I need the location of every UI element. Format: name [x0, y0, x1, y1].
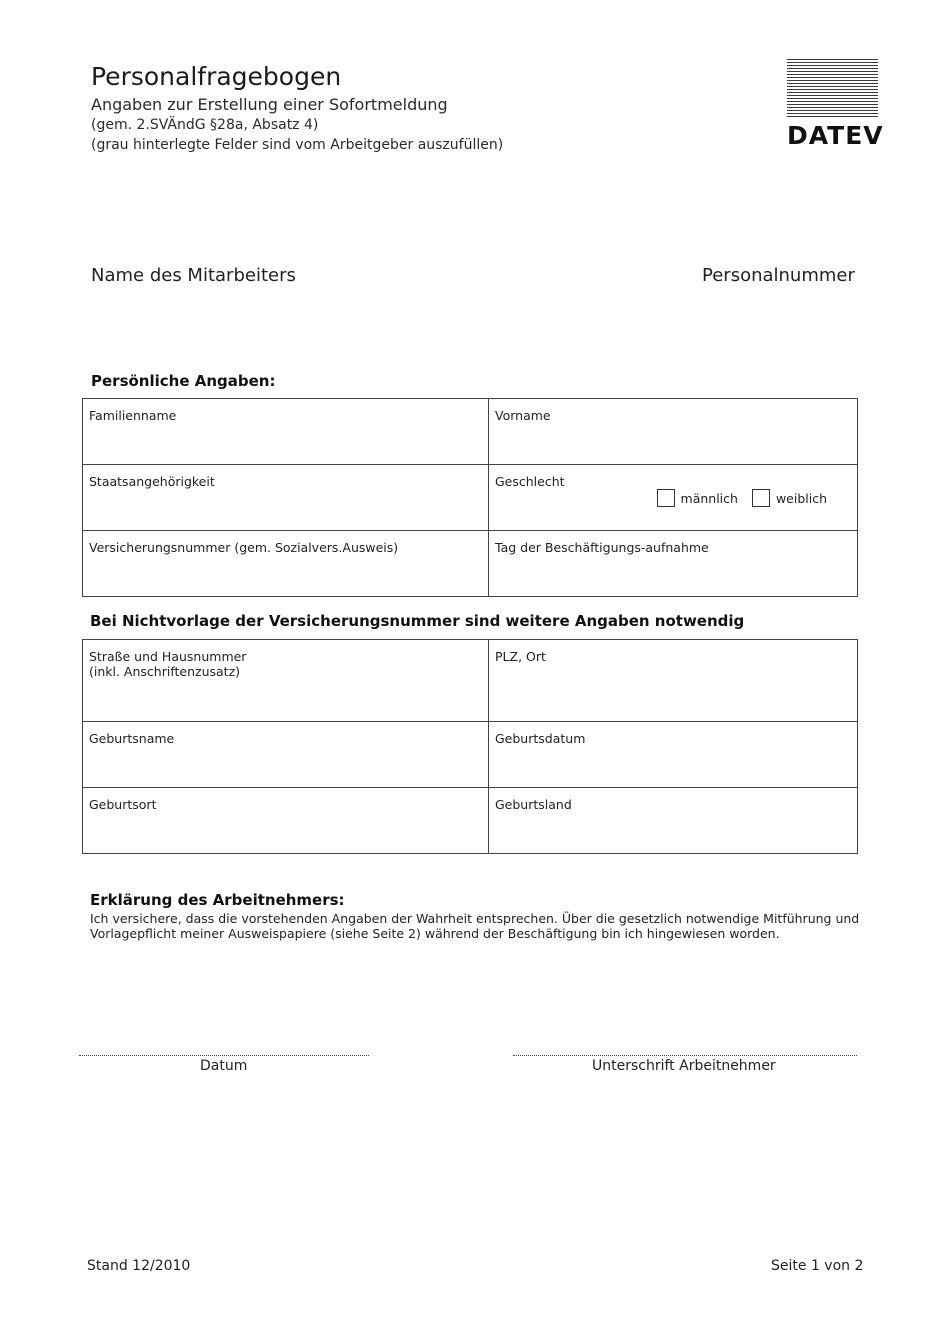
birth-date-label: Geburtsdatum [495, 731, 586, 746]
female-label: weiblich [775, 490, 827, 506]
nationality-field[interactable] [83, 465, 489, 531]
birth-date-field[interactable] [489, 722, 858, 788]
birth-name-label: Geburtsname [89, 731, 175, 746]
personal-info-table [82, 398, 858, 597]
declaration-heading: Erklärung des Arbeitnehmers: [90, 891, 345, 909]
female-checkbox[interactable] [752, 489, 770, 507]
street-note: (inkl. Anschriftenzusatz) [89, 664, 241, 679]
additional-section-heading: Bei Nichtvorlage der Versicherungsnummer sind weitere Angaben notwendig [90, 612, 745, 630]
insurance-number-field[interactable] [83, 531, 489, 597]
insurance-number-label: Versicherungsnummer (gem. Sozialvers.Ausweis) [89, 540, 399, 555]
birth-place-label: Geburtsort [89, 797, 157, 812]
datev-logo-text: DATEV [787, 121, 884, 150]
family-name-field[interactable] [83, 399, 489, 465]
street-field[interactable] [83, 640, 489, 722]
start-date-field[interactable] [489, 531, 858, 597]
employee-name-label: Name des Mitarbeiters [91, 265, 296, 286]
gender-field [489, 465, 858, 531]
zip-city-field[interactable] [489, 640, 858, 722]
gender-label: Geschlecht [495, 474, 565, 489]
birth-name-field[interactable] [83, 722, 489, 788]
version-label: Stand 12/2010 [87, 1258, 191, 1274]
first-name-field[interactable] [489, 399, 858, 465]
signature-label: Unterschrift Arbeitnehmer [592, 1058, 776, 1074]
nationality-label: Staatsangehörigkeit [89, 474, 215, 489]
declaration-text: Ich versichere, dass die vorstehenden Angaben der Wahrheit entsprechen. Über die gesetzlich notwendige Mitführung und Vorlagepflicht meiner Ausweispapiere (siehe Seite 2) während der Beschäftigung bin ich hingewiesen worden. [90, 911, 860, 941]
page-number: Seite 1 von 2 [771, 1258, 864, 1274]
birth-country-field[interactable] [489, 788, 858, 854]
datev-logo-icon [787, 59, 878, 119]
family-name-label: Familienname [89, 408, 177, 423]
date-label: Datum [200, 1058, 248, 1074]
personal-section-heading: Persönliche Angaben: [91, 372, 276, 390]
birth-country-label: Geburtsland [495, 797, 572, 812]
street-label: Straße und Hausnummer [89, 649, 247, 664]
zip-city-label: PLZ, Ort [495, 649, 546, 664]
start-date-label: Tag der Beschäftigungs-aufnahme [495, 540, 709, 555]
additional-info-table [82, 639, 858, 854]
legal-reference: (gem. 2.SVÄndG §28a, Absatz 4) [91, 117, 319, 133]
date-signature-line[interactable] [79, 1055, 369, 1056]
first-name-label: Vorname [495, 408, 551, 423]
fill-note: (grau hinterlegte Felder sind vom Arbeitgeber auszufüllen) [91, 137, 504, 153]
personnel-number-label: Personalnummer [702, 265, 855, 286]
form-title: Personalfragebogen [91, 62, 342, 91]
form-subtitle: Angaben zur Erstellung einer Sofortmeldung [91, 95, 448, 114]
gender-options [657, 489, 827, 507]
male-label: männlich [680, 490, 738, 506]
male-checkbox[interactable] [657, 489, 675, 507]
employee-signature-line[interactable] [513, 1055, 857, 1056]
birth-place-field[interactable] [83, 788, 489, 854]
